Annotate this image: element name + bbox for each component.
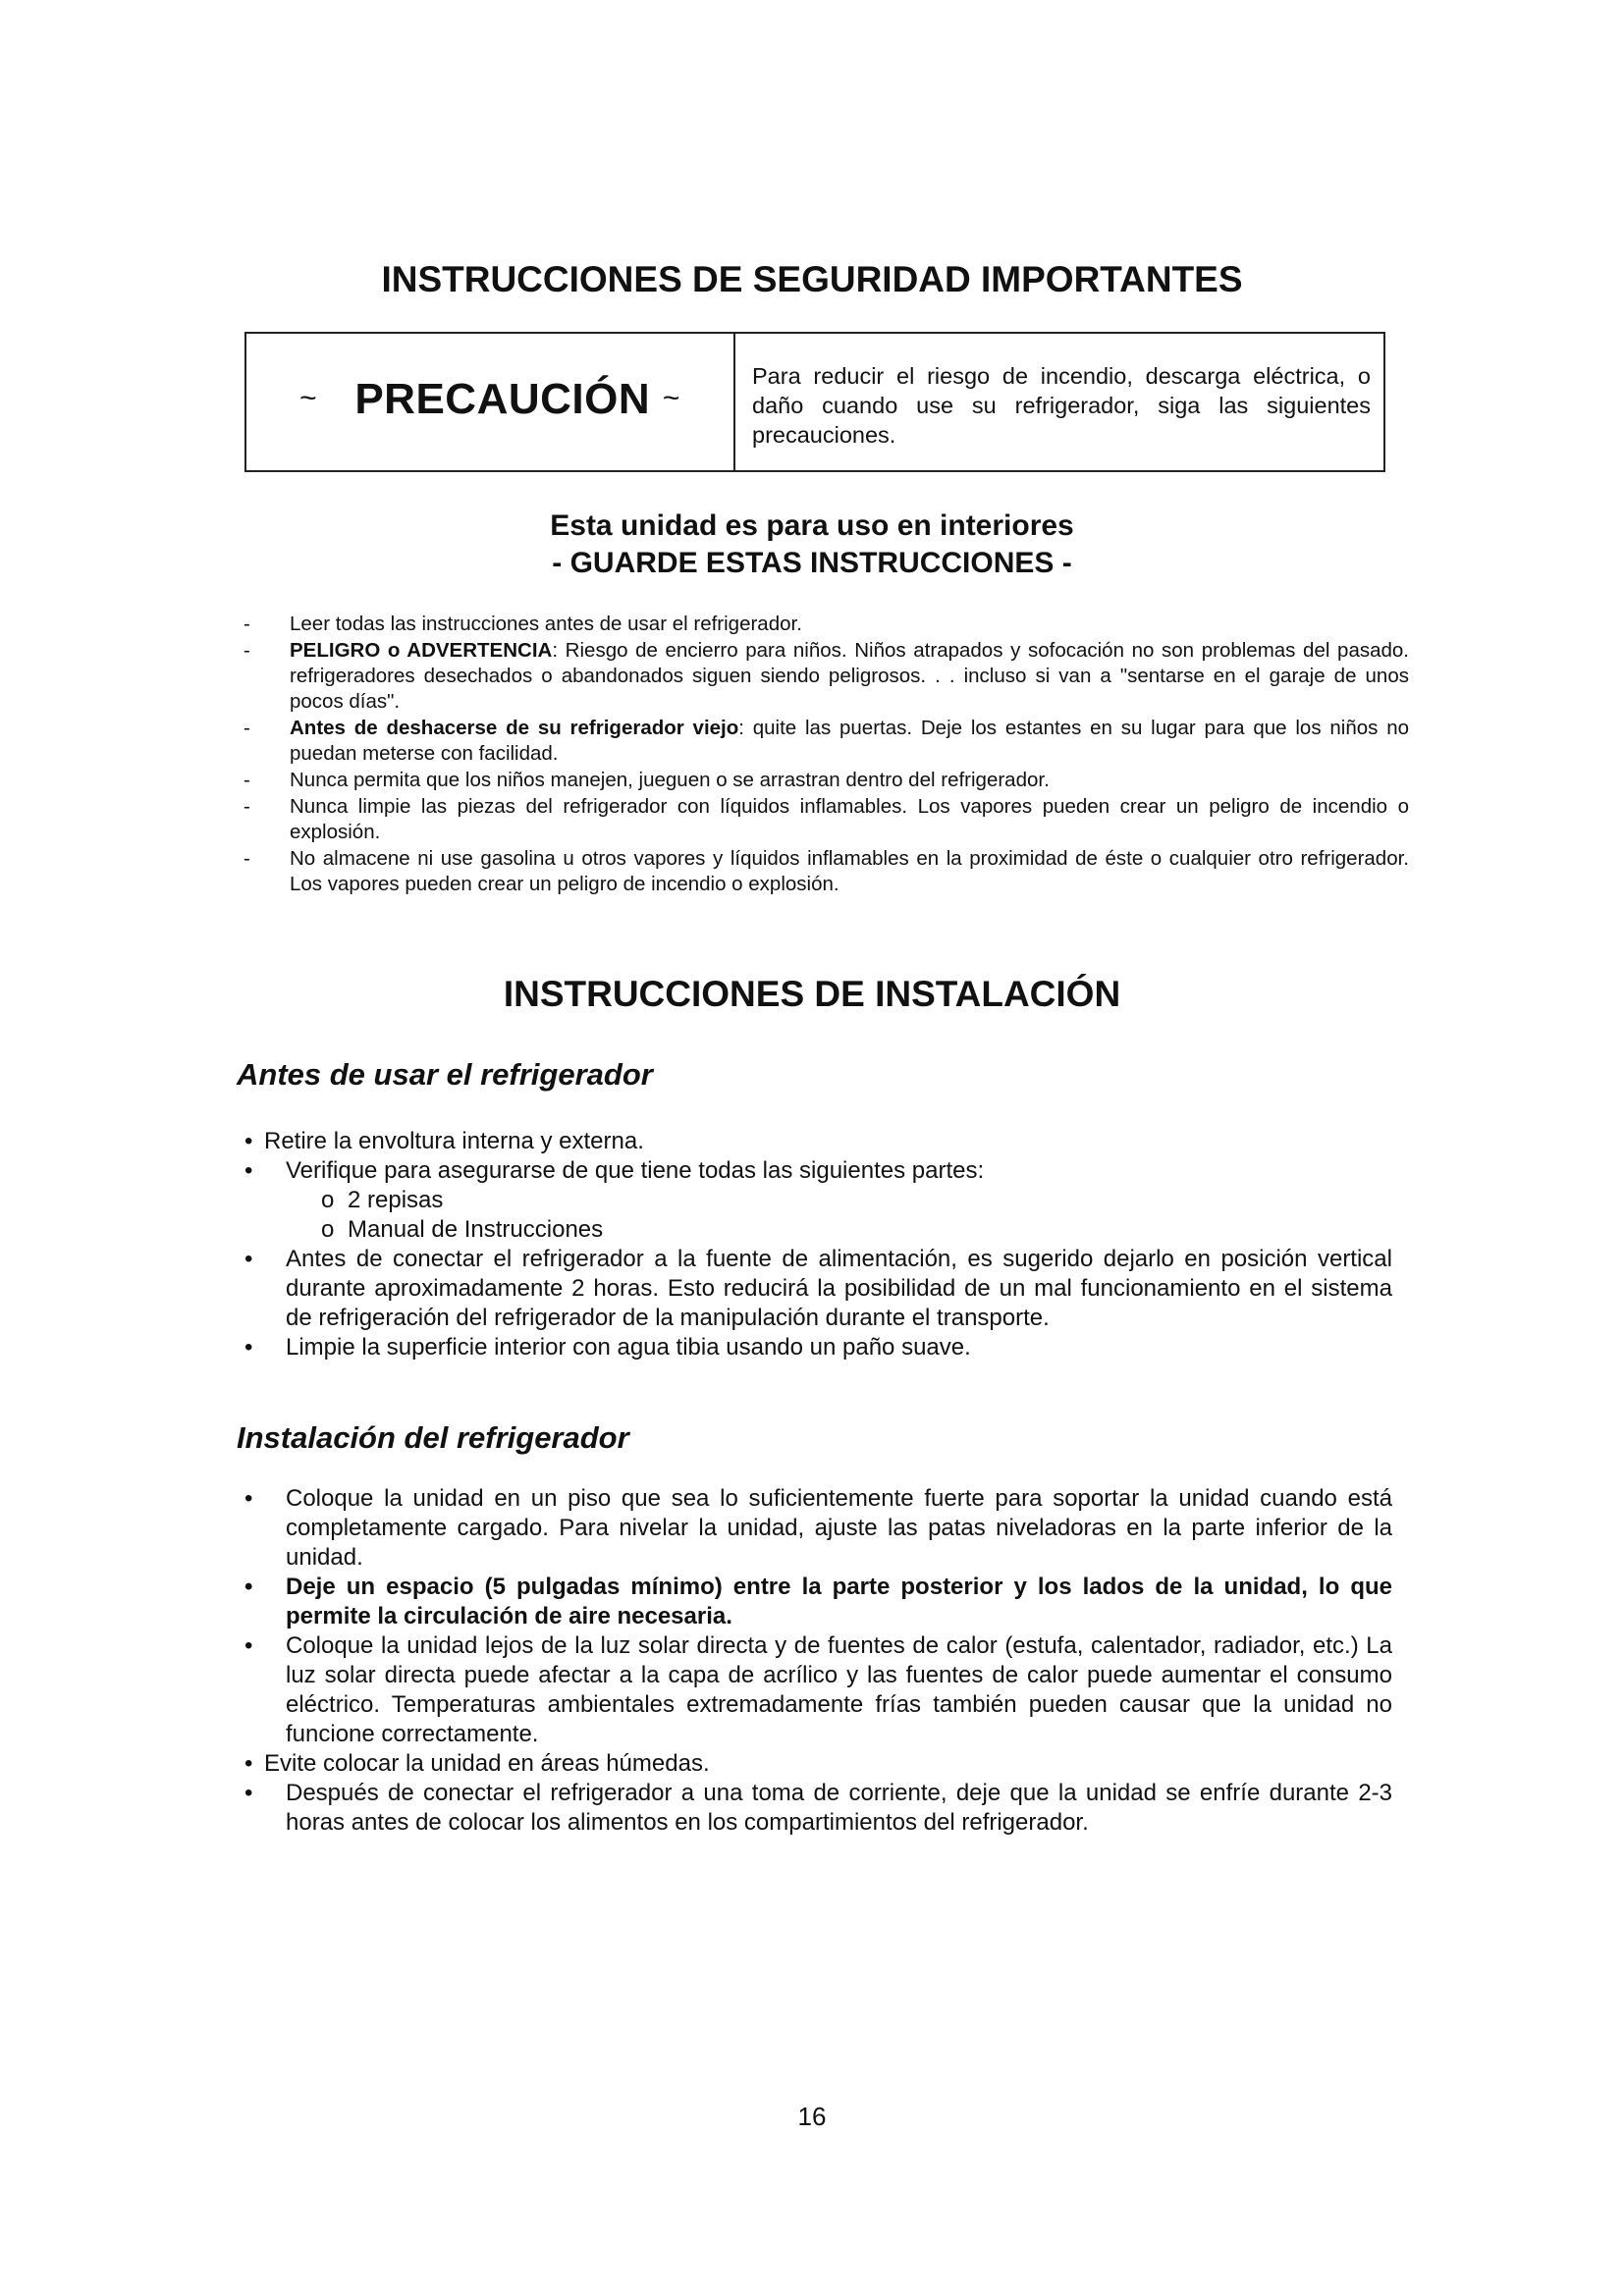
bullet-marker: • [244,1128,253,1154]
list-item: • Antes de conectar el refrigerador a la fuente de alimentación, es sugerido dejarlo en posición vertical durante aproximadamente 2 horas. Esto reducirá la posibilidad de un mal funcionamiento en el sistema de refrigeración del refrigerador de la manipulación durante el transporte. [244,1246,1392,1331]
list-item: • Coloque la unidad lejos de la luz solar directa y de fuentes de calor (estufa, calentador, radiador, etc.) La luz solar directa puede afectar a la capa de acrílico y las fuentes de calor puede aumentar el consumo eléctrico. Temperaturas ambientales extremadamente frías también pueden causar que la unidad no funcione correctamente. [244,1632,1392,1747]
list-item: • Limpie la superficie interior con agua tibia usando un paño suave. [244,1334,971,1361]
bullet-marker: • [244,1157,253,1184]
caution-text: Para reducir el riesgo de incendio, descarga eléctrica, o daño cuando use su refrigerador, siga las siguientes precauciones. [752,363,1371,448]
dash-marker: - [244,795,250,818]
bullet-marker: • [244,1632,253,1659]
installation-list [241,1484,1392,1838]
dash-marker: - [244,769,250,791]
bullet-marker: • [244,1334,253,1361]
bullet-marker: • [244,1750,253,1777]
bullet-marker: • [244,1485,253,1512]
bullet-marker: • [244,1246,253,1272]
dash-marker: - [244,847,250,870]
caution-heading: PRECAUCIÓN [354,375,651,423]
list-item: • Retire la envoltura interna y externa. [244,1128,644,1154]
save-notice: - GUARDE ESTAS INSTRUCCIONES - [552,547,1072,579]
page-number: 16 [797,2102,827,2131]
caution-divider [733,334,735,470]
safety-item: - Nunca permita que los niños manejen, jueguen o se arrastran dentro del refrigerador. [244,769,1050,791]
safety-item: - Leer todas las instrucciones antes de usar el refrigerador. [244,613,802,635]
circle-marker: o [321,1216,335,1243]
caution-heading-group [246,375,733,424]
caution-box [244,332,1385,472]
safety-item: - PELIGRO o ADVERTENCIA: Riesgo de encierro para niños. Niños atrapados y sofocación no son problemas del pasado. refrigeradores desechados o abandonados siguen siendo peligrosos. . . incluso si van a "sentarse en el garaje de unos pocos días". [244,639,1409,713]
list-item: • Después de conectar el refrigerador a una toma de corriente, deje que la unidad se enfríe durante 2-3 horas antes de colocar los alimentos en los compartimientos del refrigerador. [244,1780,1392,1836]
sub-list-item: o 2 repisas [321,1187,444,1213]
dash-marker: - [244,639,250,662]
safety-item: - Antes de deshacerse de su refrigerador viejo: quite las puertas. Deje los estantes en su lugar para que los niños no puedan meterse con facilidad. [244,717,1409,765]
before-use-heading: Antes de usar el refrigerador [237,1057,653,1092]
sub-list-item: o Manual de Instrucciones [321,1216,604,1243]
install-title: INSTRUCCIONES DE INSTALACIÓN [503,974,1121,1014]
bullet-marker: • [244,1574,253,1600]
dash-marker: - [244,717,250,739]
tilde-left: ~ [299,382,318,414]
safety-item: - Nunca limpie las piezas del refrigerador con líquidos inflamables. Los vapores pueden crear un peligro de incendio o explosión. [244,795,1409,843]
page-title: INSTRUCCIONES DE SEGURIDAD IMPORTANTES [381,259,1243,299]
before-use-list [241,1127,1392,1362]
safety-list [241,612,1409,898]
installation-heading: Instalación del refrigerador [237,1420,629,1455]
list-item: • Coloque la unidad en un piso que sea lo suficientemente fuerte para soportar la unidad cuando está completamente cargado. Para nivelar la unidad, ajuste las patas niveladoras en la parte inferior de la unidad. [244,1485,1392,1571]
dash-marker: - [244,613,250,635]
indoor-notice: Esta unidad es para uso en interiores [550,509,1074,542]
safety-item: - No almacene ni use gasolina u otros vapores y líquidos inflamables en la proximidad de éste o cualquier otro refrigerador. Los vapores pueden crear un peligro de incendio o explosión. [244,847,1409,895]
circle-marker: o [321,1187,335,1213]
list-item: • Verifique para asegurarse de que tiene todas las siguientes partes: [244,1157,985,1184]
list-item: • Evite colocar la unidad en áreas húmedas. [244,1750,710,1777]
list-item: • Deje un espacio (5 pulgadas mínimo) entre la parte posterior y los lados de la unidad, lo que permite la circulación de aire necesaria. [244,1574,1392,1629]
bullet-marker: • [244,1780,253,1806]
tilde-right: ~ [662,382,680,414]
